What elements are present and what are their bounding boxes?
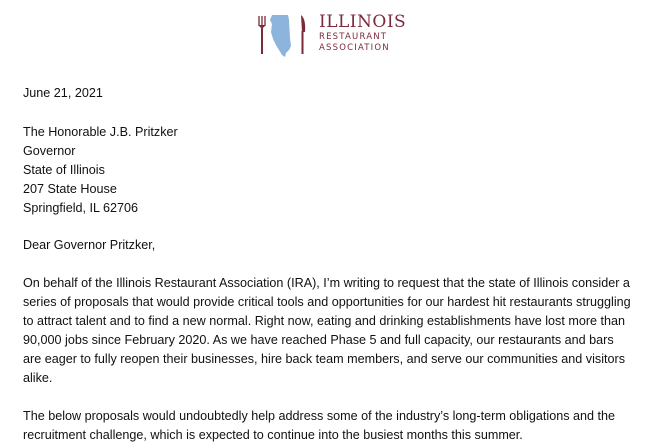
recipient-street: 207 State House <box>23 182 117 196</box>
org-name-line1: ILLINOIS <box>319 12 407 32</box>
paragraph-2: The below proposals would undoubtedly help address some of the industry’s long-term obligations and the recruitment challenge, which is expected to continue into the busiest months this summer. <box>23 409 616 442</box>
recipient-address <box>23 123 633 218</box>
org-name-line3: ASSOCIATION <box>319 42 390 53</box>
letter-body <box>23 84 633 445</box>
recipient-name: The Honorable J.B. Pritzker <box>23 125 178 139</box>
letter-date: June 21, 2021 <box>23 86 103 100</box>
salutation: Dear Governor Pritzker, <box>23 238 156 252</box>
knife-icon <box>301 15 305 54</box>
fork-icon <box>259 16 266 54</box>
recipient-entity: State of Illinois <box>23 163 105 177</box>
letterhead <box>255 10 405 60</box>
org-name-line2: RESTAURANT <box>319 32 388 42</box>
illinois-map-icon <box>270 15 291 57</box>
logo-mark <box>255 10 317 60</box>
recipient-city: Springfield, IL 62706 <box>23 201 139 215</box>
organization-name <box>319 14 406 52</box>
recipient-title: Governor <box>23 144 76 158</box>
paragraph-1: On behalf of the Illinois Restaurant Association (IRA), I’m writing to request that the state of Illinois consider a series of proposals that would provide critical tools and opportunities for our hardest hit restaurants struggling to attract talent and to find a new normal. Right now, eating and drinking establishments have lost more than 90,000 jobs since February 2020. As we have reached Phase 5 and full capacity, our restaurants and bars are eager to fully reopen their businesses, hire back team members, and serve our communities and visitors alike. <box>23 276 631 385</box>
